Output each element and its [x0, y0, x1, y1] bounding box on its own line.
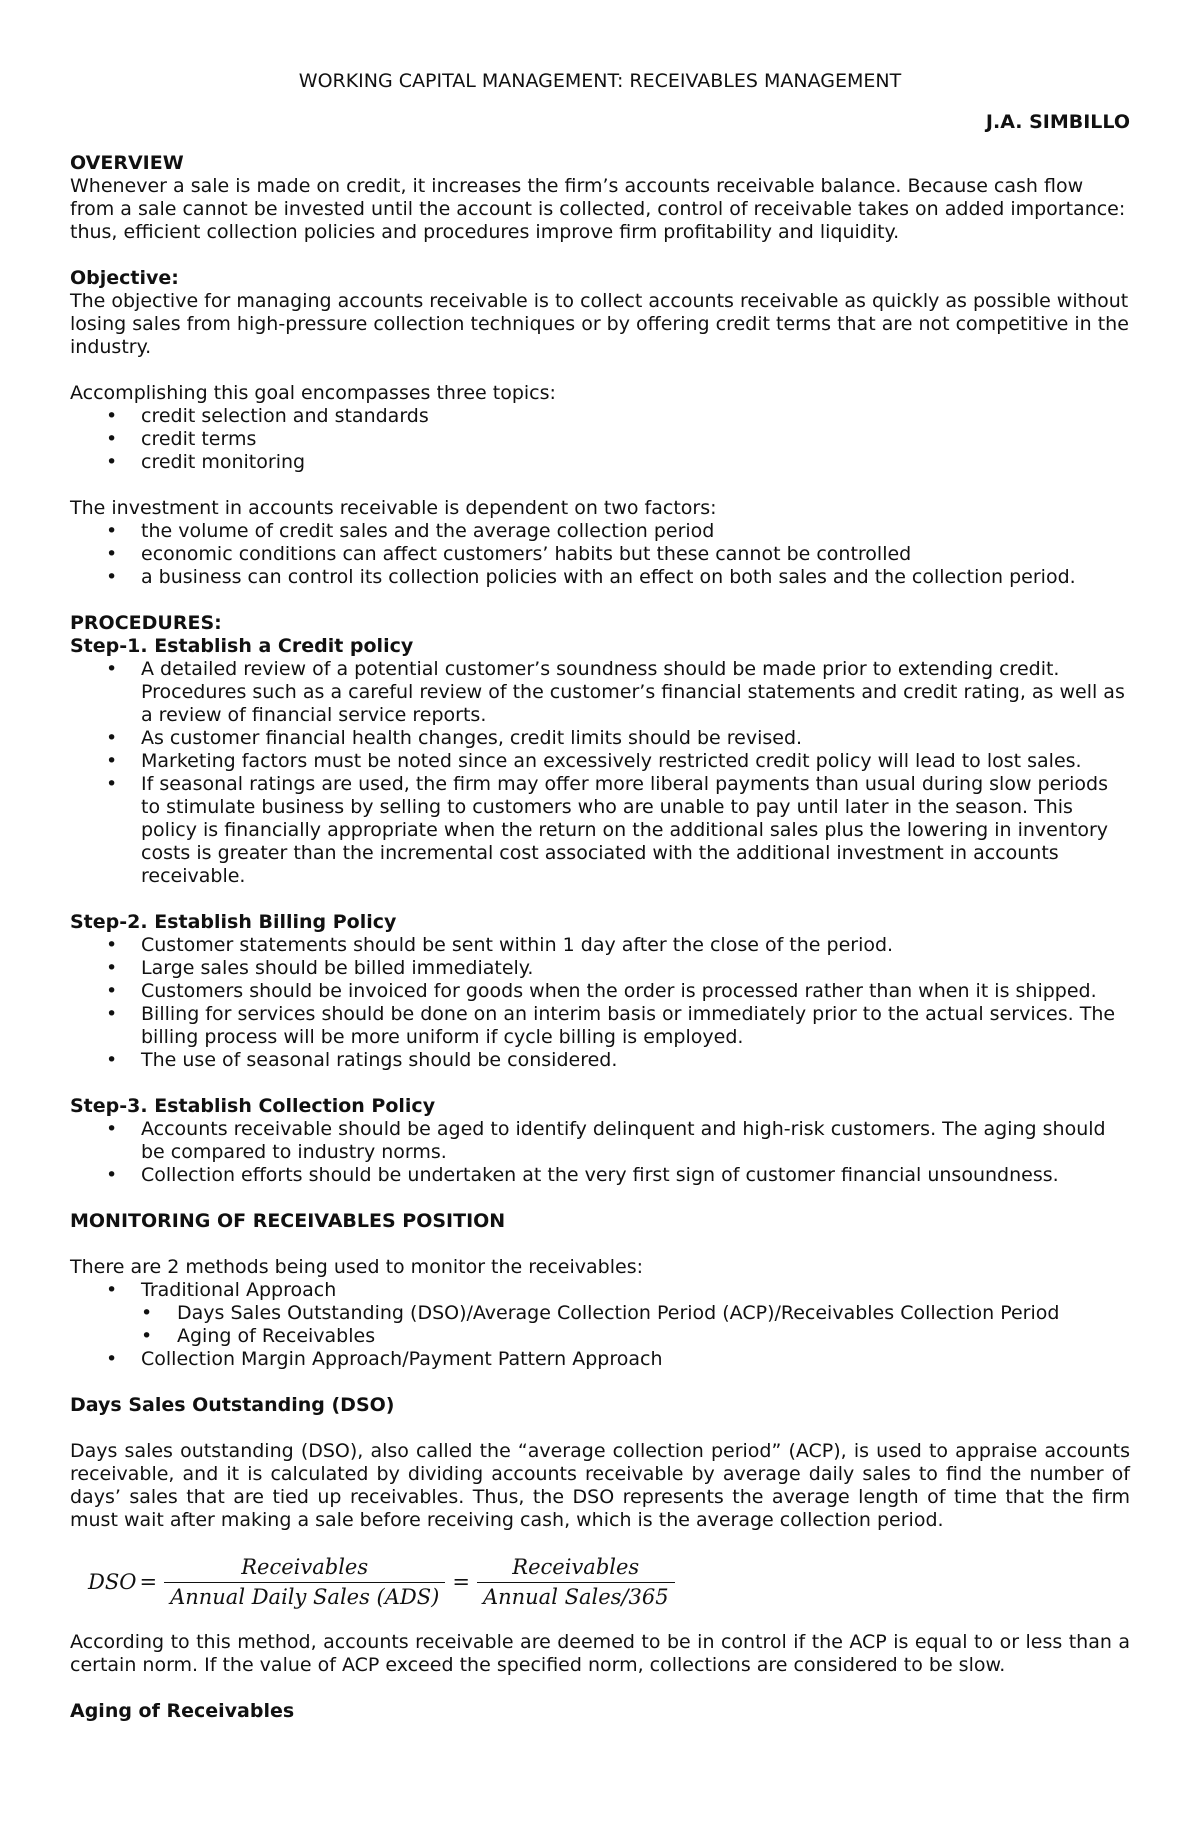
list-item [70, 1118, 1130, 1164]
list-item-text: Traditional Approach [141, 1279, 337, 1301]
step3-list [70, 1118, 1130, 1187]
formula-fraction-1 [164, 1556, 445, 1609]
step3-heading: Step-3. Establish Collection Policy [70, 1095, 436, 1117]
dso-heading: Days Sales Outstanding (DSO) [70, 1394, 395, 1416]
bullet-icon: • [106, 1003, 118, 1025]
list-item [70, 727, 1130, 750]
list-item-text: Accounts receivable should be aged to identify delinquent and high-risk customers. The aging should be compared to industry norms. [141, 1118, 1106, 1163]
formula-equals: = [139, 1570, 158, 1594]
list-item [70, 1003, 1130, 1049]
monitoring-intro: There are 2 methods being used to monitor the receivables: [70, 1256, 643, 1278]
list-item [70, 543, 1130, 566]
objective-heading: Objective: [70, 267, 179, 289]
list-item-text: Customers should be invoiced for goods when the order is processed rather than when it is shipped. [141, 980, 1097, 1002]
factors-list [70, 520, 1130, 589]
list-item-text: Marketing factors must be noted since an excessively restricted credit policy will lead to lost sales. [141, 750, 1082, 772]
list-item [70, 980, 1130, 1003]
overview-text: Whenever a sale is made on credit, it increases the firm’s accounts receivable balance. Because cash flow from a sale cannot be invested until the account is collected, control of receivable takes on added importance: thus, efficient collection policies and procedures improve firm profitability and liquidity. [70, 175, 1126, 243]
bullet-icon: • [106, 520, 118, 542]
bullet-icon: • [106, 1164, 118, 1186]
step2-list [70, 934, 1130, 1072]
bullet-icon: • [106, 727, 118, 749]
list-item-text: Days Sales Outstanding (DSO)/Average Collection Period (ACP)/Receivables Collection Period [177, 1302, 1060, 1324]
list-item [141, 1325, 1130, 1348]
bullet-icon: • [106, 1118, 118, 1140]
topics-intro: Accomplishing this goal encompasses three topics: [70, 382, 556, 404]
list-item-text: Large sales should be billed immediately. [141, 957, 534, 979]
procedures-heading: PROCEDURES: [70, 612, 222, 634]
formula-lhs: DSO [88, 1570, 137, 1594]
document-title: WORKING CAPITAL MANAGEMENT: RECEIVABLES MANAGEMENT [298, 70, 902, 92]
list-item-text: a business can control its collection policies with an effect on both sales and the collection period. [141, 566, 1076, 588]
traditional-sublist [141, 1302, 1130, 1348]
monitoring-heading: MONITORING OF RECEIVABLES POSITION [70, 1210, 506, 1232]
list-item [70, 957, 1130, 980]
bullet-icon: • [106, 957, 118, 979]
bullet-icon: • [106, 543, 118, 565]
bullet-icon: • [106, 773, 118, 795]
list-item-text: The use of seasonal ratings should be considered. [141, 1049, 618, 1071]
bullet-icon: • [141, 1302, 153, 1324]
formula-numerator: Receivables [512, 1555, 640, 1579]
list-item-text: If seasonal ratings are used, the firm may offer more liberal payments than usual during slow periods to stimulate business by selling to customers who are unable to pay until later in the season. This policy is financially appropriate when the return on the additional sales plus the lowering in inventory costs is greater than the incremental cost associated with the additional investment in accounts receivable. [141, 773, 1109, 887]
bullet-icon: • [106, 934, 118, 956]
bullet-icon: • [106, 1348, 118, 1370]
formula-numerator: Receivables [241, 1555, 369, 1579]
topics-list [70, 405, 1130, 474]
list-item-text: credit terms [141, 428, 257, 450]
list-item-text: Billing for services should be done on an interim basis or immediately prior to the actual services. The billing process will be more uniform if cycle billing is employed. [141, 1003, 1116, 1048]
list-item-text: credit monitoring [141, 451, 306, 473]
list-item [70, 428, 1130, 451]
factors-intro: The investment in accounts receivable is dependent on two factors: [70, 497, 717, 519]
formula-equals: = [452, 1570, 470, 1594]
step1-list [70, 658, 1130, 888]
list-item-text: Customer statements should be sent within 1 day after the close of the period. [141, 934, 894, 956]
step1-heading: Step-1. Establish a Credit policy [70, 635, 414, 657]
bullet-icon: • [106, 566, 118, 588]
list-item [70, 1164, 1130, 1187]
dso-text: Days sales outstanding (DSO), also called the “average collection period” (ACP), is used to appraise accounts receivable, and it is calculated by dividing accounts receivable by average daily sales to find the number of days’ sales that are tied up receivables. Thus, the DSO represents the average length of time that the firm must wait after making a sale before receiving cash, which is the average collection period. [70, 1440, 1130, 1531]
list-item [70, 750, 1130, 773]
list-item [70, 934, 1130, 957]
list-item-text: economic conditions can affect customers’ habits but these cannot be controlled [141, 543, 912, 565]
bullet-icon: • [106, 658, 118, 680]
list-item-text: As customer financial health changes, credit limits should be revised. [141, 727, 803, 749]
dso-after-text: According to this method, accounts receivable are deemed to be in control if the ACP is equal to or less than a certain norm. If the value of ACP exceed the specified norm, collections are considered to be slow. [70, 1631, 1130, 1676]
list-item [70, 658, 1130, 727]
list-item [70, 1049, 1130, 1072]
dso-formula [88, 1556, 1130, 1609]
bullet-icon: • [106, 428, 118, 450]
bullet-icon: • [106, 1049, 118, 1071]
list-item [70, 1348, 1130, 1371]
formula-fraction-2 [477, 1556, 675, 1609]
formula-denominator: Annual Daily Sales (ADS) [170, 1585, 440, 1609]
step2-heading: Step-2. Establish Billing Policy [70, 911, 397, 933]
list-item [70, 405, 1130, 428]
list-item-text: credit selection and standards [141, 405, 429, 427]
bullet-icon: • [106, 1279, 118, 1301]
list-item [70, 1279, 1130, 1348]
list-item-text: Aging of Receivables [177, 1325, 376, 1347]
bullet-icon: • [106, 980, 118, 1002]
list-item-text: Collection efforts should be undertaken at the very first sign of customer financial unsoundness. [141, 1164, 1059, 1186]
list-item-text: A detailed review of a potential customer’s soundness should be made prior to extending credit. Procedures such as a careful review of the customer’s financial statements and credit rating, as well as a review of financial service reports. [141, 658, 1125, 726]
bullet-icon: • [106, 451, 118, 473]
formula-denominator: Annual Sales/365 [482, 1585, 669, 1609]
bullet-icon: • [106, 405, 118, 427]
list-item [70, 451, 1130, 474]
list-item [70, 520, 1130, 543]
list-item-text: Collection Margin Approach/Payment Pattern Approach [141, 1348, 663, 1370]
bullet-icon: • [141, 1325, 153, 1347]
author-name: J.A. SIMBILLO [985, 111, 1130, 133]
list-item [70, 773, 1130, 888]
list-item-text: the volume of credit sales and the average collection period [141, 520, 715, 542]
list-item [141, 1302, 1130, 1325]
overview-heading: OVERVIEW [70, 152, 184, 174]
bullet-icon: • [106, 750, 118, 772]
aging-heading: Aging of Receivables [70, 1700, 295, 1722]
objective-text: The objective for managing accounts receivable is to collect accounts receivable as quickly as possible without losing sales from high-pressure collection techniques or by offering credit terms that are not competitive in the industry. [70, 290, 1129, 358]
monitoring-list [70, 1279, 1130, 1371]
list-item [70, 566, 1130, 589]
